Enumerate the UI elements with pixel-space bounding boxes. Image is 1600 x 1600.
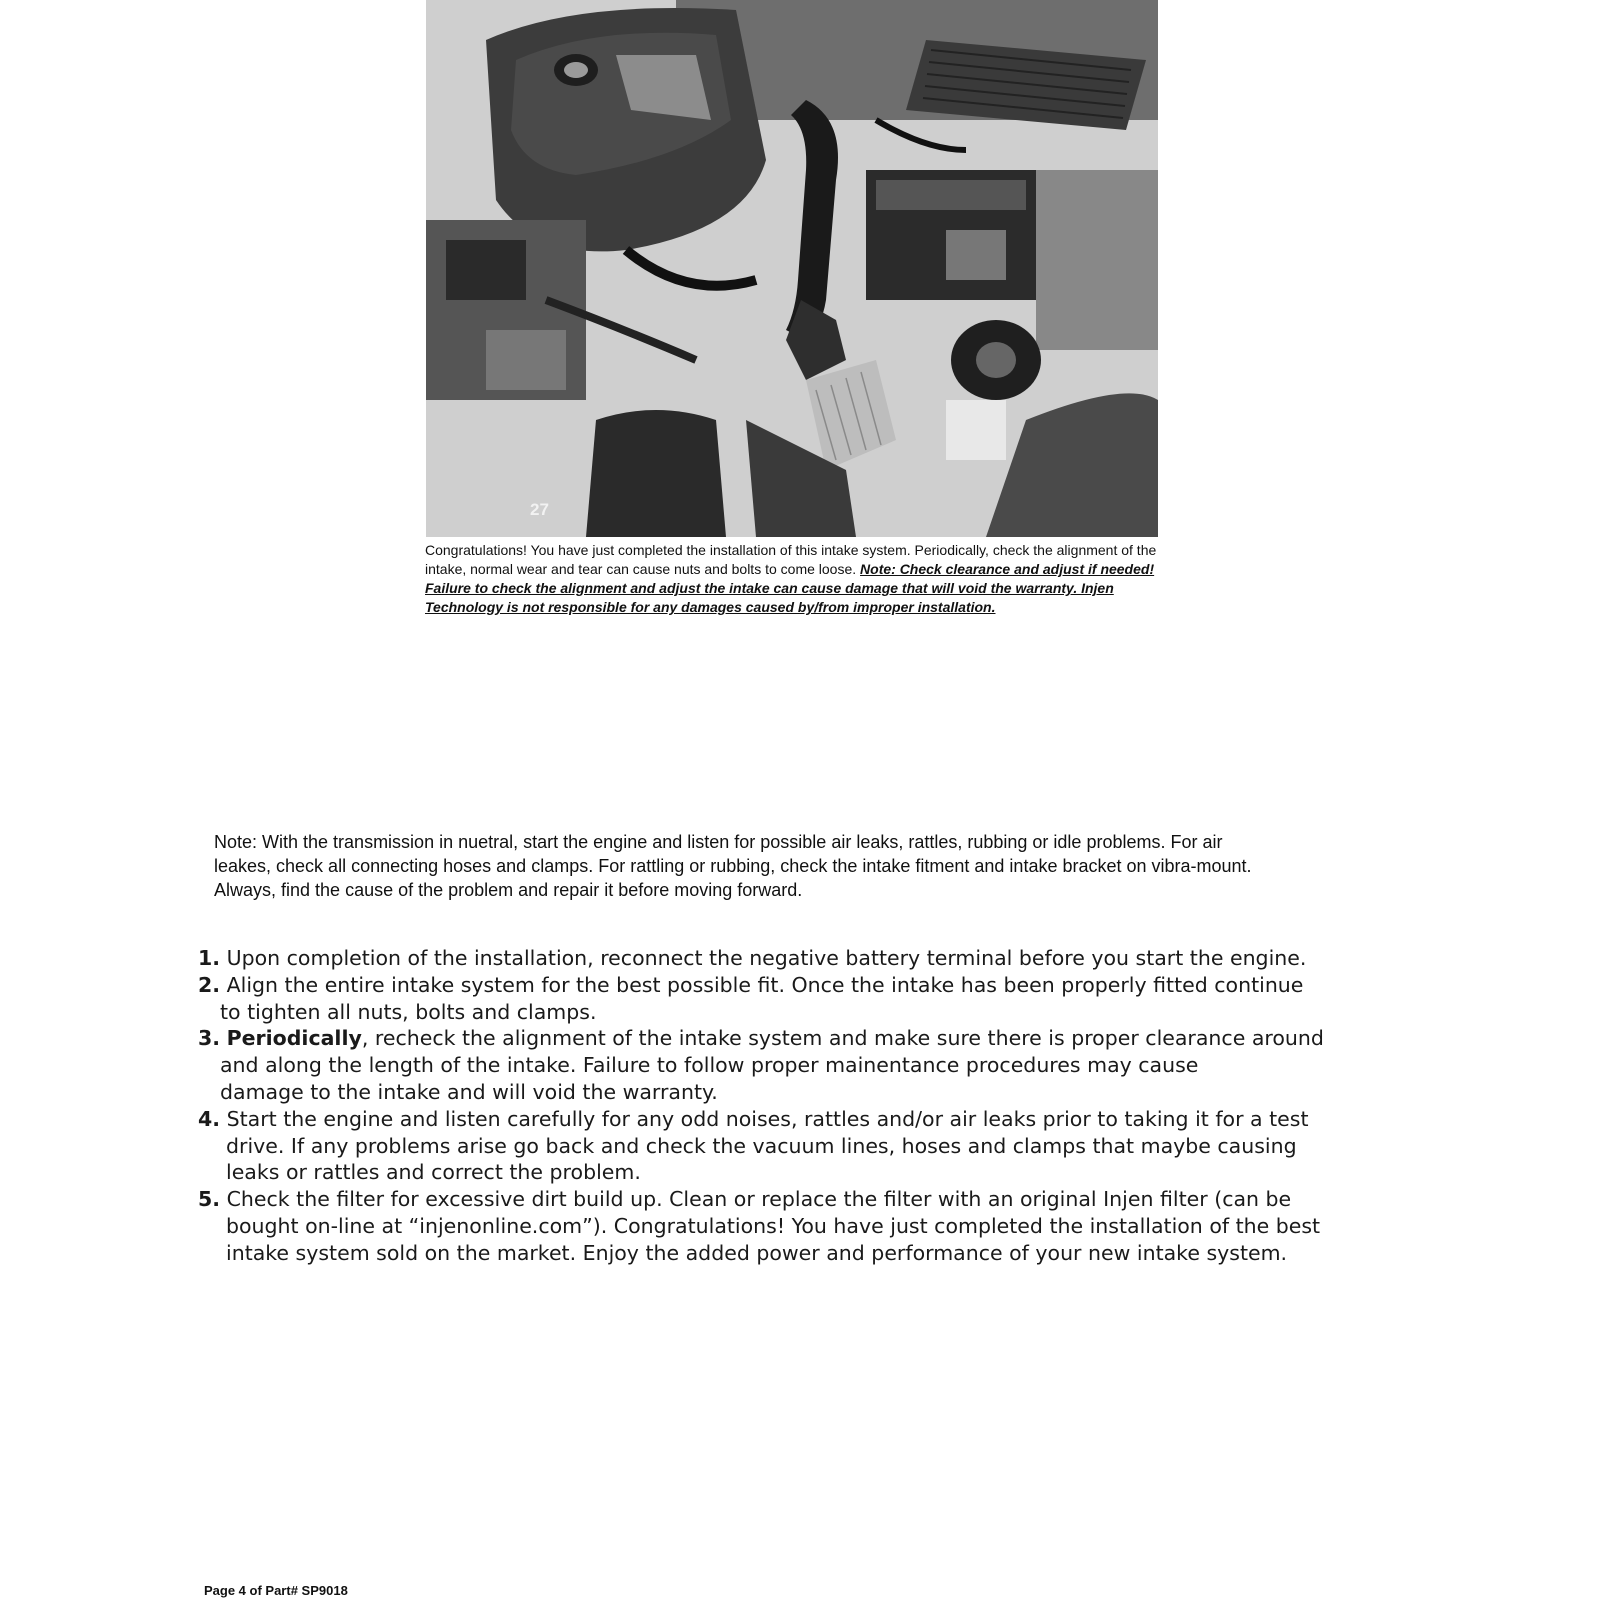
note-paragraph [214, 830, 1394, 902]
page-footer: Page 4 of Part# SP9018 [204, 1583, 348, 1598]
step-text: drive. If any problems arise go back and check the vacuum lines, hoses and clamps that maybe causing [226, 1133, 1297, 1158]
step-emphasis: Periodically [226, 1026, 362, 1051]
note-line: Always, find the cause of the problem and repair it before moving forward. [214, 880, 803, 900]
step-text: damage to the intake and will void the warranty. [220, 1079, 718, 1104]
list-item [198, 1106, 1428, 1186]
list-item [198, 1025, 1428, 1105]
caption-intro: Congratulations! You have just completed the installation of this intake system. Periodically, check the alignment of the intake, normal wear and tear can cause nuts and bolts to come loose. [425, 542, 1157, 577]
caption-paragraph [425, 541, 1160, 617]
list-item [198, 945, 1428, 972]
step-number: 3. [198, 1026, 221, 1051]
note-line: Note: With the transmission in nuetral, start the engine and listen for possible air leaks, rattles, rubbing or idle problems. For air [214, 832, 1223, 852]
step-text: leaks or rattles and correct the problem. [226, 1160, 641, 1185]
step-text: Upon completion of the installation, reconnect the negative battery terminal before you start the engine. [226, 946, 1307, 970]
step-text: Align the entire intake system for the best possible fit. Once the intake has been properly fitted continue [226, 972, 1304, 997]
step-text: Check the filter for excessive dirt build up. Clean or replace the filter with an original Injen filter (can be [226, 1187, 1292, 1212]
engine-bay-illustration [426, 0, 1158, 537]
figure-number-label: 27 [530, 500, 549, 519]
step-text: to tighten all nuts, bolts and clamps. [220, 999, 597, 1024]
step-text: , recheck the alignment of the intake system and make sure there is proper clearance around [361, 1026, 1324, 1051]
step-number: 4. [198, 1106, 221, 1131]
step-text: intake system sold on the market. Enjoy the added power and performance of your new intake system. [226, 1240, 1288, 1265]
caption-warning: Note: Check clearance and adjust if needed! Failure to check the alignment and adjust the intake can cause damage that will void the warranty. Injen Technology is not responsible for any damages caused by/from improper installation. [425, 561, 1155, 615]
step-text: Start the engine and listen carefully for any odd noises, rattles and/or air leaks prior to taking it for a test [226, 1106, 1309, 1131]
engine-bay-photo [426, 0, 1158, 537]
instruction-steps-list [198, 945, 1428, 1267]
note-line: leakes, check all connecting hoses and clamps. For rattling or rubbing, check the intake fitment and intake bracket on vibra-mount. [214, 856, 1252, 876]
step-number: 1. [198, 946, 221, 970]
step-number: 5. [198, 1187, 221, 1212]
step-text: bought on-line at “injenonline.com”). Congratulations! You have just completed the installation of the best [226, 1213, 1321, 1238]
list-item [198, 1186, 1428, 1266]
step-number: 2. [198, 972, 221, 997]
step-text: and along the length of the intake. Failure to follow proper mainentance procedures may cause [220, 1053, 1199, 1078]
list-item [198, 972, 1428, 1026]
